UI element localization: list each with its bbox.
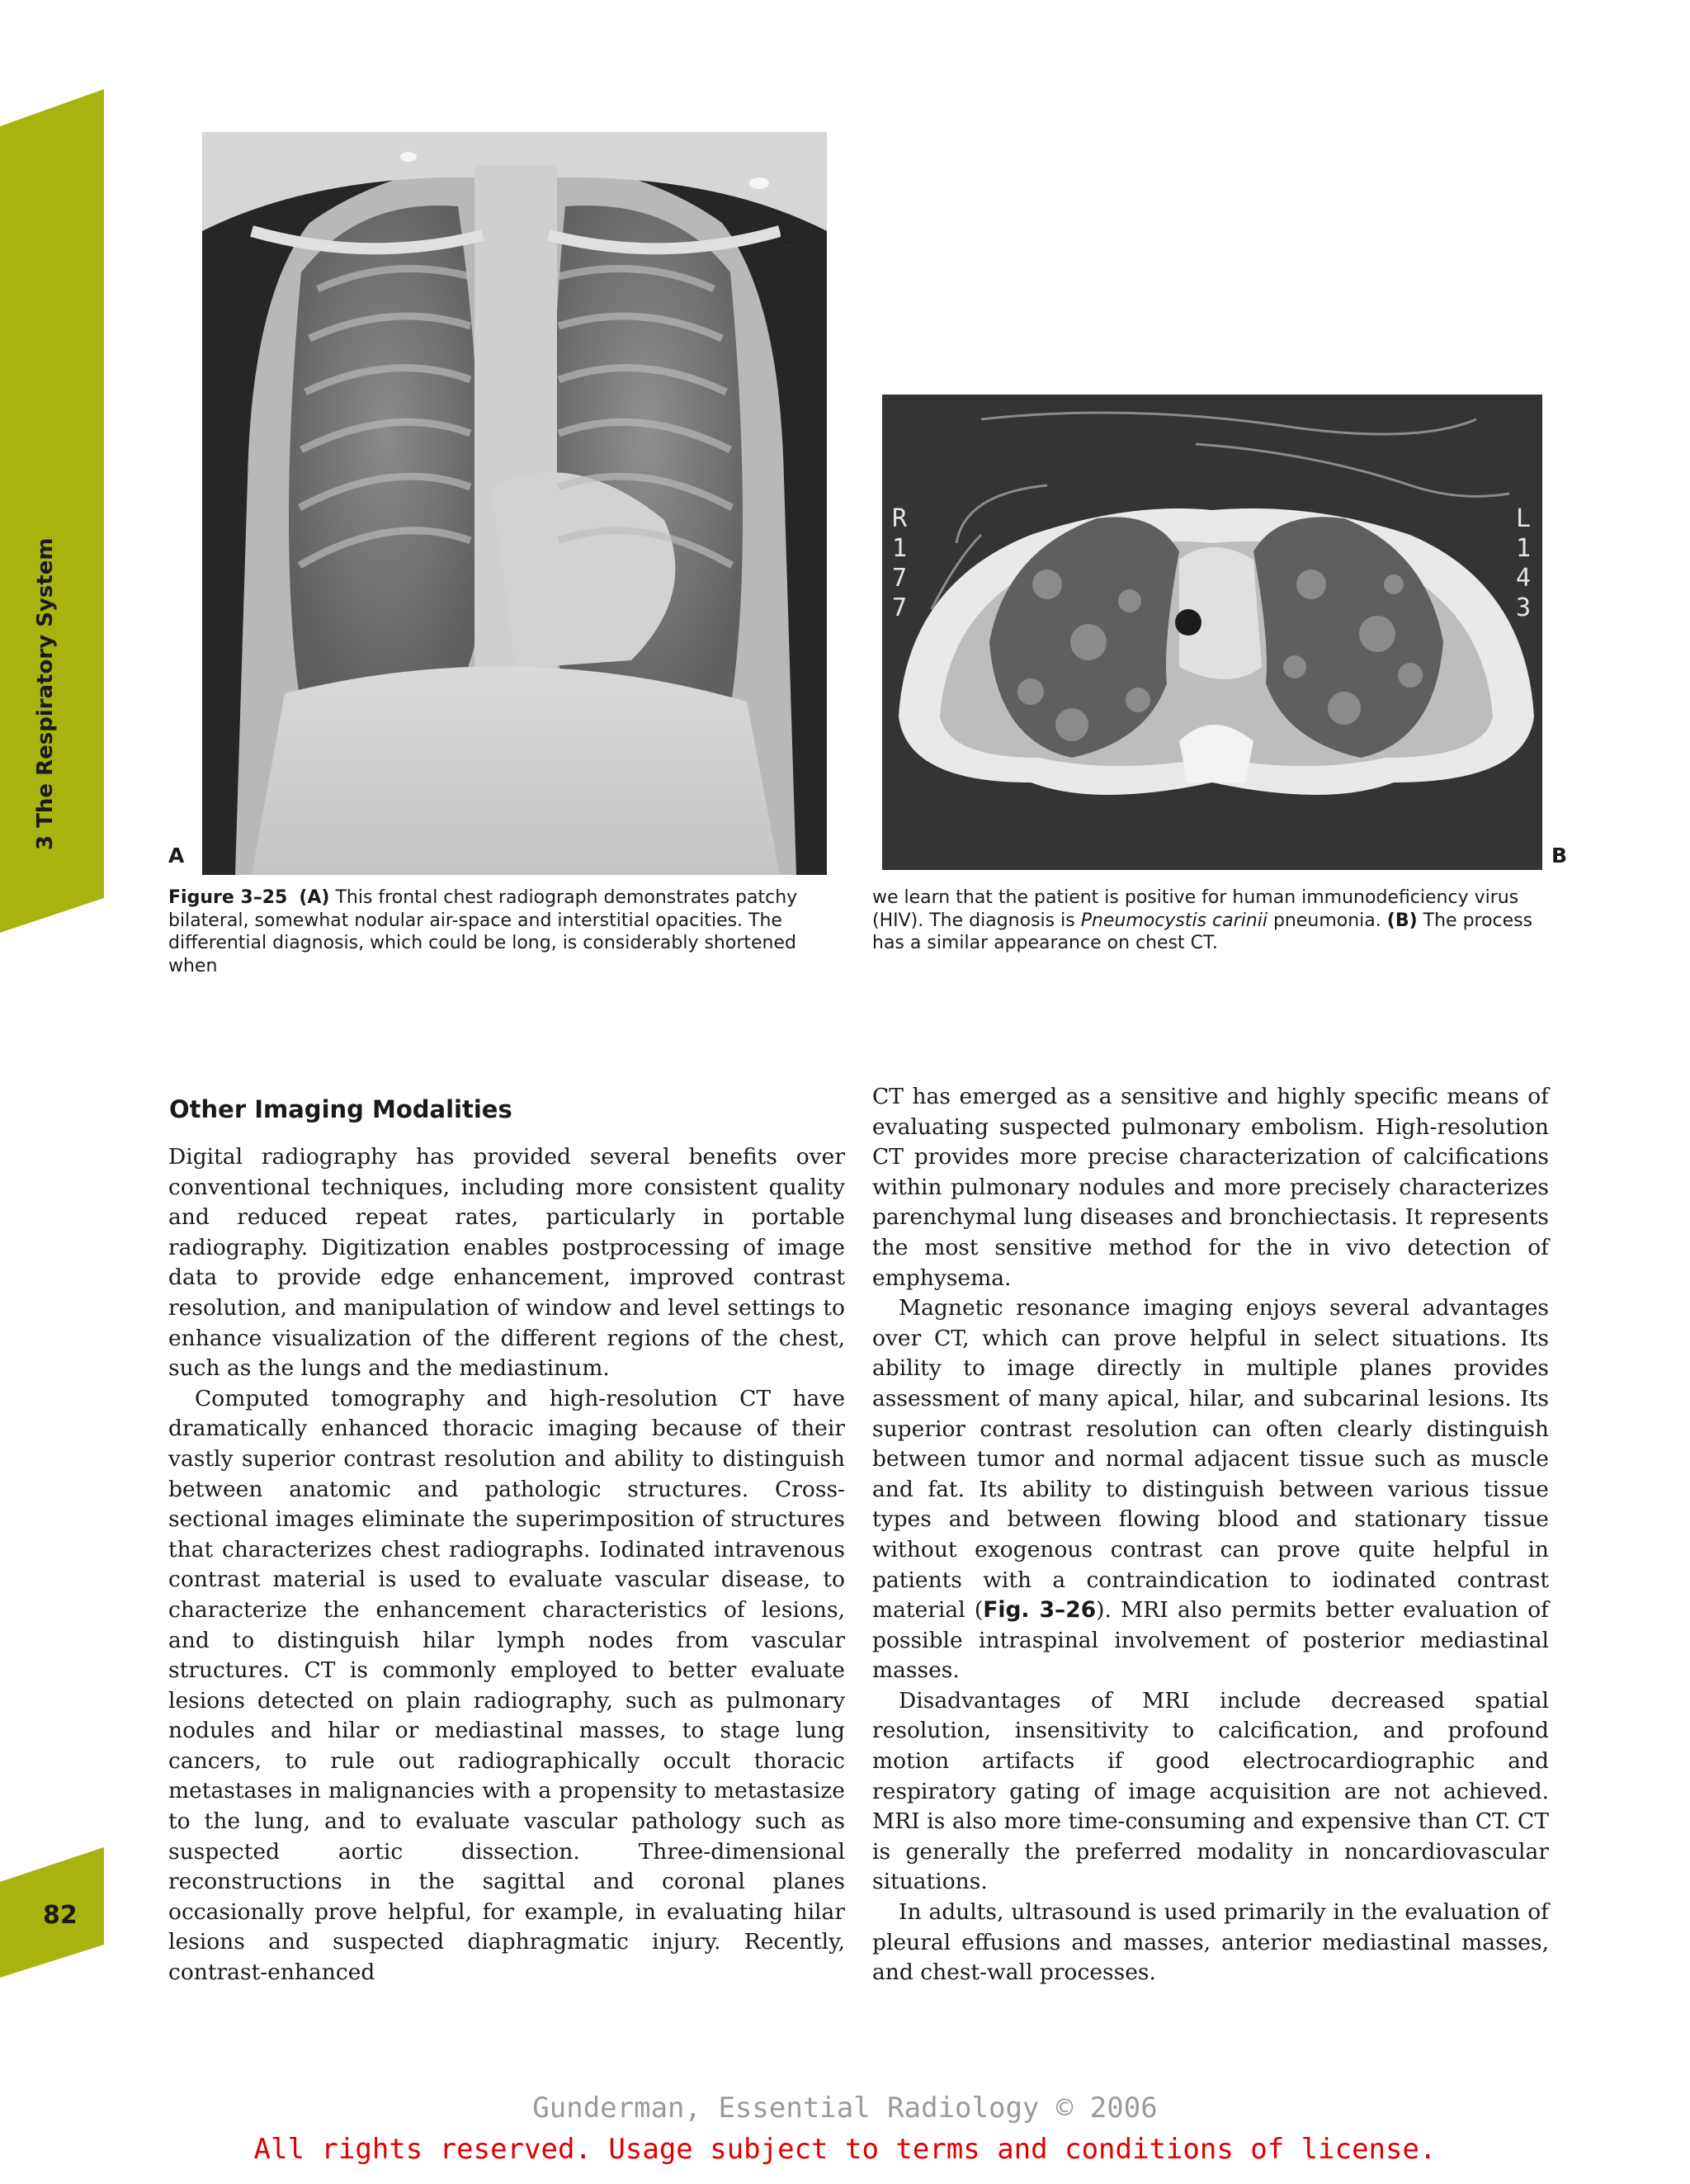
caption-b-tag: (B): [1386, 910, 1418, 931]
side-marker-label: L: [777, 217, 795, 251]
right-paragraph-3: Disadvantages of MRI include decreased spatial resolution, insensitivity to calcification, and profound motion artifacts if good electrocardiographic and respiratory gating of image acquisition are not achieved. MRI is also more time-consuming and expensive than CT. CT is generally the preferred modality in noncardiovascular situations.: [872, 1687, 1549, 1895]
right-paragraph-1: CT has emerged as a sensitive and highly specific means of evaluating suspected pulmonary embolism. High-resolution CT provides more precise characterization of calcifications within pulmonary nodules and more precisely characterizes parenchymal lung diseases and bronchiectasis. It represents the most sensitive method for the in vivo detection of emphysema.: [872, 1084, 1549, 1291]
right-paragraph-2-post: ). MRI also permits better evaluation of possible intraspinal involvement of posterior mediastinal masses.: [872, 1597, 1549, 1684]
ct-overlay-left-3: 7: [892, 564, 908, 593]
left-paragraph-1: Digital radiography has provided several benefits over conventional techniques, including more consistent quality and reduced repeat rates, particularly in portable radiography. Digitization enables postprocessing of image data to provide edge enhancement, improved contrast resolution, and manipulation of window and level settings to enhance visualization of the different regions of the chest, such as the lungs and the mediastinum.: [168, 1144, 845, 1382]
ct-overlay-right-3: 4: [1516, 564, 1532, 593]
right-paragraph-2: [872, 1293, 1549, 1686]
right-paragraph-4: In adults, ultrasound is used primarily in the evaluation of pleural effusions and masses, anterior mediastinal masses, and chest-wall processes.: [872, 1899, 1549, 1986]
chest-radiograph-image: [202, 132, 827, 875]
article-right-column: [872, 1082, 1549, 1988]
ct-overlay-left-4: 7: [892, 593, 908, 622]
ct-overlay-right-2: 1: [1516, 534, 1532, 563]
panel-b-letter: B: [1551, 844, 1568, 867]
copyright-notice: Gunderman, Essential Radiology © 2006: [532, 2092, 1158, 2125]
ct-overlay-left-2: 1: [892, 534, 908, 563]
section-heading: Other Imaging Modalities: [169, 1095, 512, 1123]
article-left-column: [168, 1142, 845, 1988]
panel-a-letter: A: [168, 844, 185, 867]
page-number: 82: [43, 1901, 78, 1930]
caption-right-pre: we learn that the patient is positive for human immunodeficiency virus (HIV). The diagnosis is: [872, 887, 1519, 931]
figure-caption-right: [872, 886, 1541, 955]
chapter-label: 3 The Respiratory System: [33, 537, 58, 850]
figure-caption-label: Figure 3–25: [168, 887, 288, 908]
ct-overlay-left-1: R: [892, 504, 908, 533]
caption-right-post: The process has a similar appearance on chest CT.: [872, 910, 1533, 953]
caption-right-italic: Pneumocystis carinii: [1080, 910, 1268, 931]
ct-overlay-right-4: 3: [1516, 593, 1532, 622]
figure-caption-left: [168, 886, 845, 977]
ct-overlay-right-1: L: [1516, 504, 1532, 533]
caption-a-tag: (A): [299, 887, 330, 908]
caption-right-mid: pneumonia.: [1272, 910, 1381, 931]
caption-left-text: This frontal chest radiograph demonstrates patchy bilateral, somewhat nodular air-space and interstitial opacities. The differential diagnosis, which could be long, is considerably shortened when: [168, 887, 798, 976]
right-paragraph-2-pre: Magnetic resonance imaging enjoys several advantages over CT, which can prove helpful in select situations. Its ability to image directly in multiple planes provides assessment of many apical, hilar, and subcarinal lesions. Its superior contrast resolution can often clearly distinguish between tumor and normal adjacent tissue such as muscle and fat. Its ability to distinguish between various tissue types and between flowing blood and stationary tissue without exogenous contrast can prove quite helpful in patients with a contraindication to iodinated contrast material (: [872, 1295, 1549, 1624]
license-notice: All rights reserved. Usage subject to terms and conditions of license.: [253, 2133, 1437, 2166]
figure-reference-link[interactable]: Fig. 3–26: [983, 1597, 1097, 1624]
chest-ct-image: [882, 395, 1542, 870]
left-paragraph-2: Computed tomography and high-resolution CT have dramatically enhanced thoracic imaging because of their vastly superior contrast resolution and ability to distinguish between anatomic and pathologic structures. Cross-sectional images eliminate the superimposition of structures that characterizes chest radiographs. Iodinated intravenous contrast material is used to evaluate vascular disease, to characterize the enhancement characteristics of lesions, and to distinguish hilar lymph nodes from vascular structures. CT is commonly employed to better evaluate lesions detected on plain radiography, such as pulmonary nodules and hilar or mediastinal masses, to stage lung cancers, to rule out radiographically occult thoracic metastases in malignancies with a propensity to metastasize to the lung, and to evaluate vascular pathology such as suspected aortic dissection. Three-dimensional reconstructions in the sagittal and coronal planes occasionally prove helpful, for example, in evaluating hilar lesions and suspected diaphragmatic injury. Recently, contrast-enhanced: [168, 1385, 845, 1986]
